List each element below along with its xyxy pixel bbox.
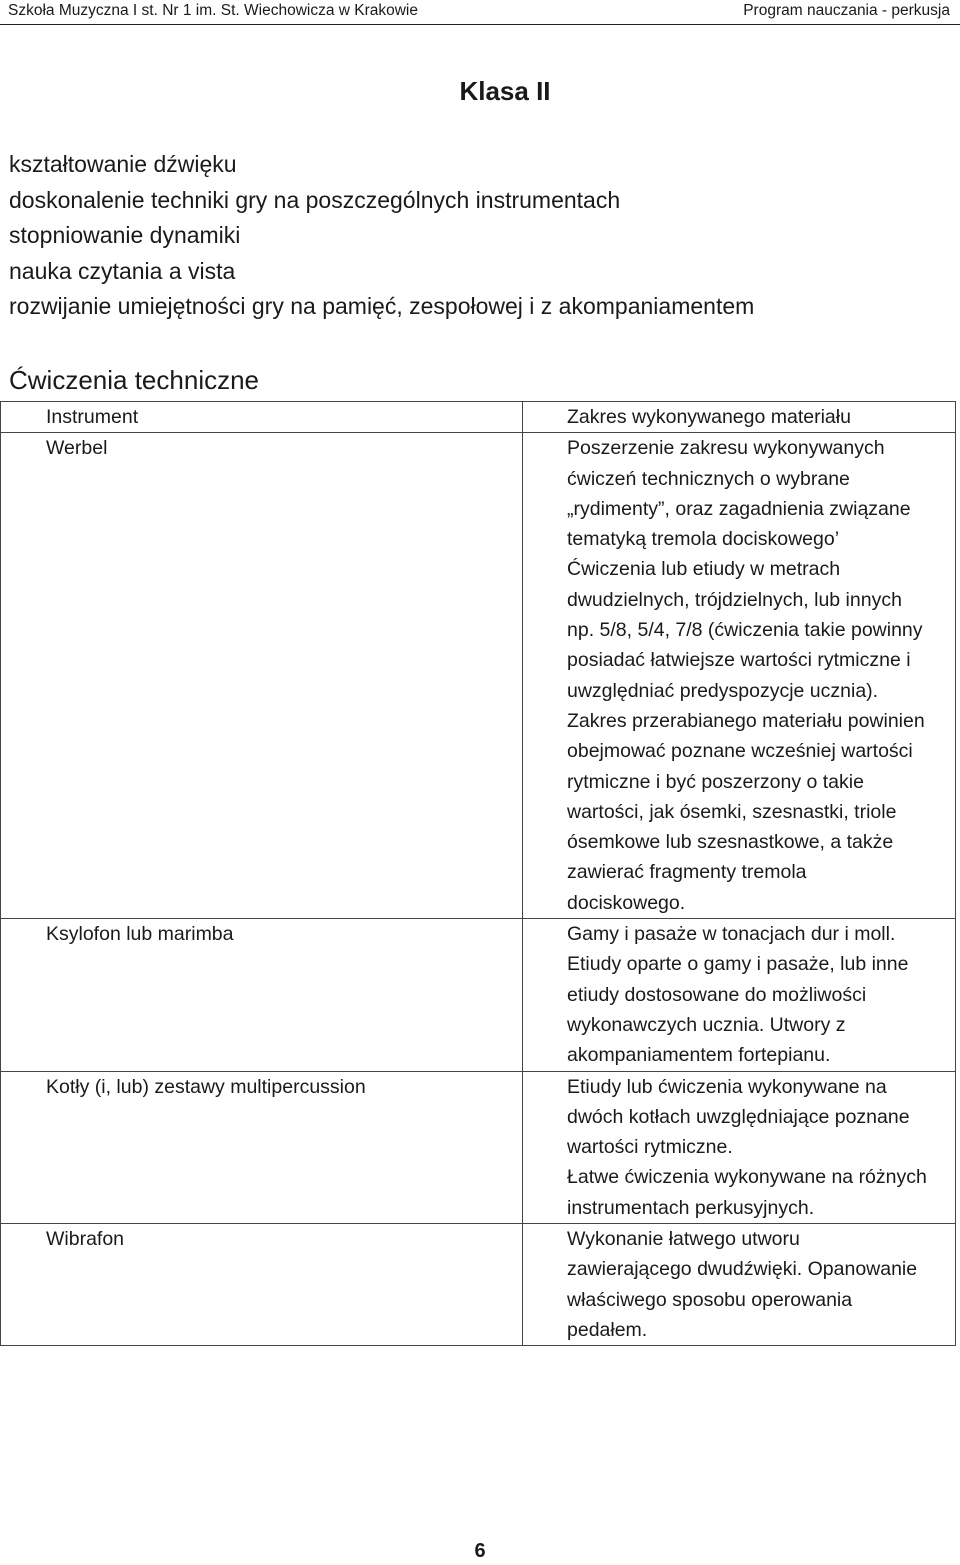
scope-line: Gamy i pasaże w tonacjach dur i moll. [567, 923, 896, 946]
header-cell-scope [523, 402, 956, 433]
scope-cell [523, 919, 956, 1071]
scope-line: ćwiczeń technicznych o wybrane [567, 467, 850, 490]
scope-line: np. 5/8, 5/4, 7/8 (ćwiczenia takie powinny [567, 619, 923, 642]
objectives-list [9, 147, 754, 325]
page-header [0, 0, 960, 25]
scope-line: dwóch kotłach uwzględniające poznane [567, 1105, 910, 1128]
scope-line: Ćwiczenia lub etiudy w metrach [567, 558, 841, 581]
instrument-cell [1, 1071, 523, 1223]
scope-line: Etiudy lub ćwiczenia wykonywane na [567, 1075, 887, 1098]
objective-item: doskonalenie techniki gry na poszczególnych instrumentach [9, 186, 621, 213]
scope-line: obejmować poznane wcześniej wartości [567, 740, 913, 763]
table-row [1, 433, 956, 919]
instrument-cell [1, 433, 523, 919]
section-title: Ćwiczenia techniczne [9, 365, 260, 395]
table-row [1, 1071, 956, 1223]
scope-line: dwudzielnych, trójdzielnych, lub innych [567, 588, 902, 611]
scope-line: wartości rytmiczne. [567, 1136, 733, 1159]
header-scope-label: Zakres wykonywanego materiału [567, 406, 851, 428]
page-number: 6 [474, 1540, 486, 1562]
scope-line: pedałem. [567, 1318, 648, 1341]
scope-line: Zakres przerabianego materiału powinien [567, 709, 925, 732]
header-instrument-label: Instrument [46, 406, 139, 428]
scope-line: Łatwe ćwiczenia wykonywane na różnych [567, 1166, 927, 1189]
scope-line: „rydimenty”, oraz zagadnienia związane [567, 497, 911, 520]
scope-cell [523, 433, 956, 919]
table-row [1, 1224, 956, 1346]
scope-line: akompaniamentem fortepianu. [567, 1044, 831, 1067]
scope-line: etiudy dostosowane do możliwości [567, 983, 867, 1006]
scope-line: Etiudy oparte o gamy i pasaże, lub inne [567, 953, 909, 976]
scope-line: instrumentach perkusyjnych. [567, 1196, 815, 1219]
instrument-name: Kotły (i, lub) zestawy multipercussion [46, 1075, 366, 1098]
scope-line: Wykonanie łatwego utworu [567, 1228, 800, 1251]
scope-line: zawierać fragmenty tremola [567, 861, 807, 884]
scope-cell [523, 1224, 956, 1346]
table-row [1, 919, 956, 1071]
scope-line: rytmiczne i być poszerzony o takie [567, 770, 864, 793]
scope-line: uwzględniać predyspozycje ucznia). [567, 679, 879, 702]
scope-line: Poszerzenie zakresu wykonywanych [567, 437, 885, 460]
header-cell-instrument [1, 402, 523, 433]
instrument-cell [1, 1224, 523, 1346]
objective-item: rozwijanie umiejętności gry na pamięć, zespołowej i z akompaniamentem [9, 293, 755, 319]
table-header-row [1, 402, 956, 433]
header-school-name: Szkoła Muzyczna I st. Nr 1 im. St. Wiechowicza w Krakowie [8, 2, 419, 19]
scope-line: wykonawczych ucznia. Utwory z [567, 1013, 846, 1036]
instrument-cell [1, 919, 523, 1071]
instrument-name: Werbel [46, 437, 108, 460]
instrument-name: Ksylofon lub marimba [46, 923, 234, 946]
scope-cell [523, 1071, 956, 1223]
scope-line: tematyką tremola dociskowego’ [567, 528, 840, 551]
objective-item: stopniowanie dynamiki [9, 222, 241, 248]
instrument-name: Wibrafon [46, 1228, 125, 1251]
scope-line: dociskowego. [567, 891, 686, 914]
scope-line: zawierającego dwudźwięki. Opanowanie [567, 1258, 918, 1281]
scope-line: właściwego sposobu operowania [567, 1288, 853, 1311]
objective-item: kształtowanie dźwięku [9, 151, 237, 177]
scope-line: posiadać łatwiejsze wartości rytmiczne i [567, 649, 911, 672]
scope-line: ósemkowe lub szesnastkowe, a także [567, 831, 894, 854]
page-title: Klasa II [459, 76, 551, 106]
header-program-title: Program nauczania - perkusja [743, 2, 950, 19]
exercises-table [0, 401, 956, 1346]
objective-item: nauka czytania a vista [9, 257, 236, 284]
scope-line: wartości, jak ósemki, szesnastki, triole [567, 800, 897, 823]
